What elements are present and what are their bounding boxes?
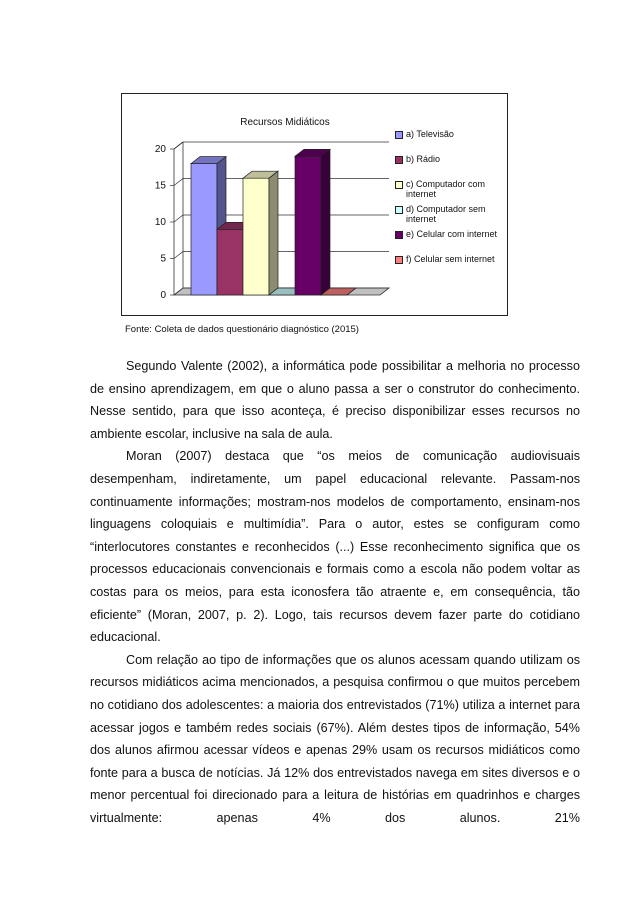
- chart-legend: [395, 129, 505, 279]
- bar: [295, 156, 321, 295]
- bar-side: [269, 171, 278, 295]
- legend-swatch: [395, 256, 403, 264]
- legend-label: b) Rádio: [406, 154, 441, 164]
- bar: [191, 164, 217, 295]
- y-tick-label: 0: [160, 290, 166, 301]
- chart-container: [121, 93, 508, 316]
- axis-edge: [174, 142, 183, 149]
- legend-label: d) Computador sem internet: [406, 204, 486, 224]
- body-text: [90, 355, 580, 829]
- legend-item: [395, 179, 505, 201]
- legend-item: [395, 229, 505, 251]
- legend-swatch: [395, 231, 403, 239]
- paragraph-2: Moran (2007) destaca que “os meios de comunicação audiovisuais desempenham, indiretamente, um papel educacional relevante. Passam-nos continuamente informações; mostram-nos modelos de comportamento, ensinam-nos linguagens coloquiais e multimídia”. Para o autor, estes se configuram como “interlocutores constantes e reconhecidos (...) Esse reconhecimento significa que os processos educacionais convencionais e formais como a escola não podem voltar as costas para os meios, para esta iconosfera tão atraente e, em consequência, tão eficiente” (Moran, 2007, p. 2). Logo, tais recursos devem fazer parte do cotidiano educacional.: [90, 449, 580, 645]
- legend-label: a) Televisão: [406, 129, 454, 139]
- figure-source: Fonte: Coleta de dados questionário diagnóstico (2015): [125, 324, 359, 335]
- legend-label: c) Computador com internet: [406, 179, 486, 199]
- bar: [243, 178, 269, 295]
- paragraph-3: Com relação ao tipo de informações que os alunos acessam quando utilizam os recursos midiáticos acima mencionados, a pesquisa confirmou o que muitos percebem no cotidiano dos adolescentes: a maioria dos entrevistados (71%) utiliza a internet para acessar jogos e também redes sociais (67%). Além destes tipos de informação, 54% dos alunos afirmou acessar vídeos e apenas 29% usam os recursos midiáticos como fonte para a busca de notícias. Já 12% dos entrevistados navega em sites diversos e o menor percentual foi direcionado para a leitura de histórias em quadrinhos e charges virtualmente: apenas 4% dos alunos. 21%: [90, 652, 580, 825]
- y-tick-label: 5: [160, 253, 166, 265]
- paragraph-1: Segundo Valente (2002), a informática pode possibilitar a melhoria no processo de ensino aprendizagem, em que o aluno passa a ser o construtor do conhecimento. Nesse sentido, para que isso aconteça, é preciso disponibilizar esses recursos no ambiente escolar, inclusive na sala de aula.: [90, 359, 580, 441]
- bar-side: [321, 149, 330, 295]
- y-tick-label: 10: [154, 217, 166, 228]
- legend-label: f) Celular sem internet: [406, 254, 495, 264]
- chart-title: Recursos Midiáticos: [240, 117, 330, 128]
- y-tick-label: 20: [154, 144, 166, 155]
- legend-item: [395, 204, 505, 226]
- legend-swatch: [395, 156, 403, 164]
- gridline: [174, 142, 389, 149]
- bar: [217, 229, 243, 295]
- legend-swatch: [395, 131, 403, 139]
- legend-item: [395, 129, 505, 151]
- y-tick-label: 15: [154, 180, 166, 192]
- legend-label: e) Celular com internet: [406, 229, 498, 239]
- legend-item: [395, 254, 505, 276]
- legend-swatch: [395, 206, 403, 214]
- legend-swatch: [395, 181, 403, 189]
- legend-item: [395, 154, 505, 176]
